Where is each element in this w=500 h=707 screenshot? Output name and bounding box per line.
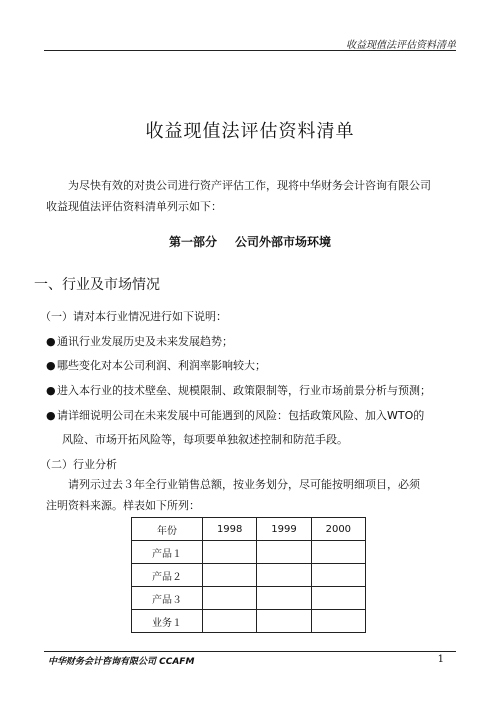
document-title: 收益现值法评估资料清单 bbox=[145, 121, 355, 142]
footer-company: 中华财务会计咨询有限公司 CCAFM bbox=[48, 657, 195, 667]
running-header: 收益现值法评估资料清单 bbox=[346, 40, 456, 51]
row-label-cell: 产品２ bbox=[132, 564, 203, 587]
list-item: ●进入本行业的技术壁垒、规模限制、政策限制等，行业市场前景分析与预测； bbox=[46, 384, 431, 397]
table-row bbox=[132, 541, 366, 564]
table-header-cell: 1998 bbox=[203, 518, 257, 541]
row-label-cell: 产品３ bbox=[132, 587, 203, 610]
bullet-icon: ● bbox=[46, 335, 56, 348]
table-cell bbox=[311, 541, 365, 564]
part-name: 公司外部市场环境 bbox=[235, 235, 332, 249]
table-row bbox=[132, 587, 366, 610]
table-cell bbox=[311, 610, 365, 633]
intro-line-1: 为尽快有效的对贵公司进行资产评估工作，现将中华财务会计咨询有限公司 bbox=[68, 179, 431, 192]
intro-line-2: 收益现值法评估资料清单列示如下： bbox=[46, 200, 222, 213]
part-heading bbox=[0, 233, 500, 250]
row-label-cell: 业务１ bbox=[132, 610, 203, 633]
analysis-line-1: 请列示过去３年全行业销售总额，按业务划分，尽可能按明细项目，必须 bbox=[68, 478, 420, 491]
table-cell bbox=[257, 610, 311, 633]
sample-table bbox=[131, 517, 366, 633]
table-header-row bbox=[132, 518, 366, 541]
part-label: 第一部分 bbox=[168, 235, 217, 249]
table-cell bbox=[257, 587, 311, 610]
table-cell bbox=[203, 587, 257, 610]
footer-rule bbox=[44, 651, 456, 652]
header-rule bbox=[44, 50, 456, 51]
table-row bbox=[132, 564, 366, 587]
list-item: ●哪些变化对本公司利润、利润率影响较大； bbox=[46, 359, 266, 372]
analysis-paragraph bbox=[46, 474, 456, 516]
subsection-heading-2: （二）行业分析 bbox=[40, 458, 117, 471]
subsection-heading-1: （一）请对本行业情况进行如下说明： bbox=[40, 310, 227, 323]
list-item-continuation: 风险、市场开拓风险等，每项要单独叙述控制和防范手段。 bbox=[62, 433, 348, 446]
table-cell bbox=[311, 587, 365, 610]
table-cell bbox=[203, 610, 257, 633]
intro-paragraph bbox=[46, 175, 456, 217]
table-header-cell: 1999 bbox=[257, 518, 311, 541]
table-cell bbox=[311, 564, 365, 587]
list-item: ●通讯行业发展历史及未来发展趋势； bbox=[46, 335, 233, 348]
list-item: ●请详细说明公司在未来发展中可能遇到的风险：包括政策风险、加入WTO的 bbox=[46, 409, 425, 422]
bullet-icon: ● bbox=[46, 384, 56, 397]
analysis-line-2: 注明资料来源。样表如下所列： bbox=[46, 499, 200, 512]
page-number: 1 bbox=[437, 654, 444, 665]
section-heading: 一、行业及市场情况 bbox=[34, 277, 160, 293]
table-row bbox=[132, 610, 366, 633]
table-cell bbox=[257, 541, 311, 564]
row-label-cell: 产品１ bbox=[132, 541, 203, 564]
bullet-icon: ● bbox=[46, 359, 56, 372]
table-header-cell: 2000 bbox=[311, 518, 365, 541]
bullet-icon: ● bbox=[46, 409, 56, 422]
table-cell bbox=[203, 541, 257, 564]
table-header-cell: 年份 bbox=[132, 518, 203, 541]
table-cell bbox=[203, 564, 257, 587]
table-cell bbox=[257, 564, 311, 587]
